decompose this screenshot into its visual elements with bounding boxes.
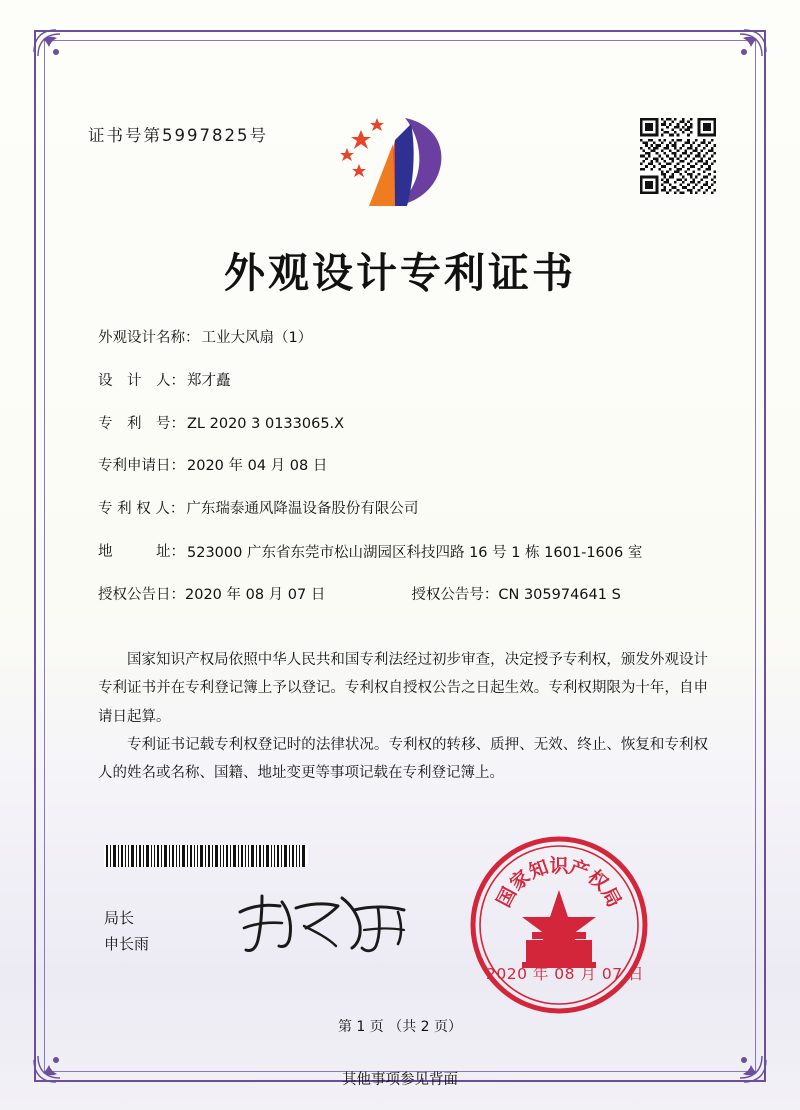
- field-value: 广东瑞泰通风降温设备股份有限公司: [186, 501, 419, 517]
- signature-block: [104, 905, 149, 958]
- official-seal: [466, 832, 652, 1018]
- grant-number-label: 授权公告号：: [411, 587, 499, 604]
- qr-code: [640, 118, 716, 194]
- svg-text:国: 国: [492, 883, 522, 911]
- field-label: 地 址：: [98, 543, 185, 560]
- corner-ornament-icon: [714, 26, 770, 82]
- grant-date-value: 2020 年 08 月 07 日: [185, 587, 326, 604]
- footer-note: 其他事项参见背面: [342, 1072, 458, 1088]
- field-value: 523000 广东省东莞市松山湖园区科技四路 16 号 1 栋 1601-1606 室: [187, 544, 643, 561]
- paragraph-1: 国家知识产权局依照中华人民共和国专利法经过初步审查，决定授予专利权，颁发外观设计专利证书并在专利登记簿上予以登记。专利权自授权公告之日起生效。专利权期限为十年，自申请日起算。: [98, 652, 708, 725]
- field-label: 设 计 人：: [98, 372, 185, 389]
- cnipa-logo: [335, 110, 455, 215]
- body-text: [98, 646, 708, 787]
- field-label: 专 利 号：: [98, 415, 185, 432]
- field-application-date: [98, 456, 710, 478]
- svg-text:识: 识: [549, 855, 569, 877]
- field-label: 外观设计名称：: [98, 330, 200, 346]
- field-patentee: [98, 499, 710, 521]
- field-designer: [98, 371, 710, 393]
- signature-role-label: 局长: [104, 909, 135, 927]
- field-value: 郑才矗: [187, 372, 231, 389]
- svg-text:产: 产: [566, 855, 592, 884]
- grant-number-group: [411, 585, 620, 607]
- grant-date-label: 授权公告日：: [98, 587, 185, 604]
- field-patent-number: [98, 414, 710, 436]
- paragraph-2: 专利证书记载专利权登记时的法律状况。专利权的转移、质押、无效、终止、恢复和专利权人的姓名或名称、国籍、地址变更等事项记载在专利登记簿上。: [98, 736, 708, 782]
- svg-text:家: 家: [505, 865, 535, 896]
- field-grant-row: [98, 585, 710, 607]
- certificate-number: 证书号第5997825号: [88, 126, 268, 145]
- field-value: 2020 年 04 月 08 日: [187, 458, 328, 475]
- barcode: [104, 845, 308, 867]
- svg-text:知: 知: [526, 855, 552, 884]
- field-design-name: [98, 328, 710, 350]
- svg-text:局: 局: [596, 883, 626, 911]
- corner-ornament-icon: [30, 26, 86, 82]
- signature-name: 申长雨: [104, 935, 150, 954]
- seal-date: 2020 年 08 月 07 日: [486, 965, 645, 983]
- handwritten-signature: [232, 888, 422, 958]
- page-number: 第 1 页 （共 2 页）: [337, 1019, 463, 1035]
- grant-number-value: CN 305974641 S: [498, 587, 621, 604]
- field-value: 工业大风扇（1）: [201, 330, 313, 346]
- svg-text:权: 权: [583, 865, 613, 896]
- field-list: [98, 328, 710, 628]
- field-value: ZL 2020 3 0133065.X: [187, 415, 345, 432]
- field-address: [98, 542, 710, 564]
- field-label: 专 利 权 人：: [98, 501, 185, 517]
- field-label: 专利申请日：: [98, 458, 185, 475]
- page-title: 外观设计专利证书: [224, 249, 576, 297]
